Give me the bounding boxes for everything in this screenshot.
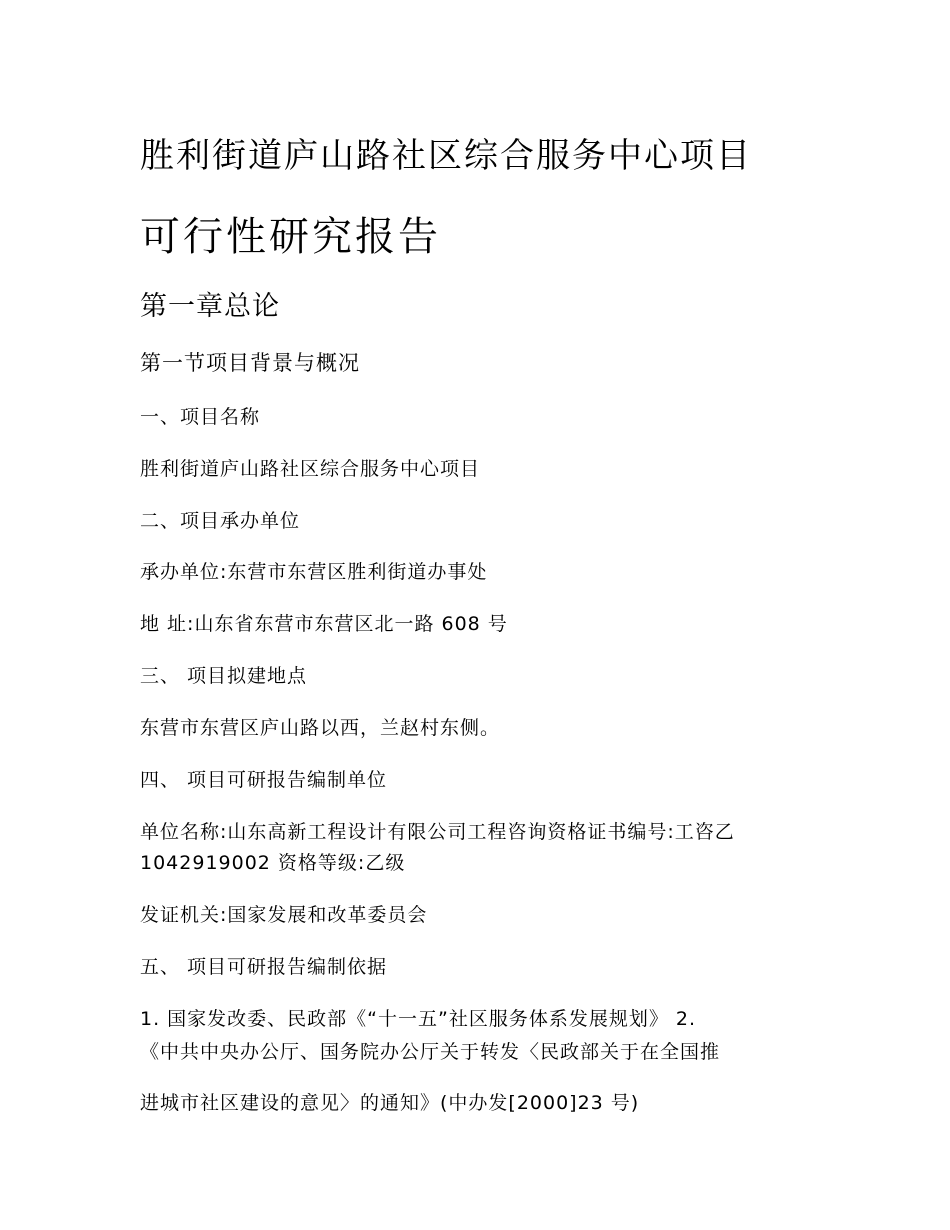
organizer-unit: 承办单位:东营市东营区胜利街道办事处 [140,561,488,583]
item-heading-basis: 五、 项目可研报告编制依据 [140,956,388,978]
section-heading: 第一节项目背景与概况 [140,351,360,375]
item-heading-location: 三、 项目拟建地点 [140,665,308,687]
project-location: 东营市东营区庐山路以西，兰赵村东侧。 [140,717,501,739]
title-line-1: 胜利街道庐山路社区综合服务中心项目 [140,136,752,176]
compiler-unit-line-2: 1042919002 资格等级:乙级 [140,852,406,874]
organizer-address: 地 址:山东省东营市东营区北一路 608 号 [140,613,508,635]
chapter-heading: 第一章总论 [140,291,280,322]
basis-line-3: 进城市社区建设的意见〉的通知》(中办发[2000]23 号) [140,1092,640,1114]
item-heading-organizer: 二、项目承办单位 [140,510,301,532]
issuing-authority: 发证机关:国家发展和改革委员会 [140,904,428,926]
compiler-unit-line-1: 单位名称:山东高新工程设计有限公司工程咨询资格证书编号:工咨乙 [140,821,735,843]
title-line-2: 可行性研究报告 [140,214,441,260]
basis-line-2: 《中共中央办公厅、国务院办公厅关于转发〈民政部关于在全国推 [140,1041,721,1063]
project-name: 胜利街道庐山路社区综合服务中心项目 [140,458,481,480]
item-heading-name: 一、项目名称 [140,406,261,428]
basis-line-1: 1. 国家发改委、民政部《“十一五”社区服务体系发展规划》 2. [140,1008,697,1030]
item-heading-compiler: 四、 项目可研报告编制单位 [140,769,388,791]
